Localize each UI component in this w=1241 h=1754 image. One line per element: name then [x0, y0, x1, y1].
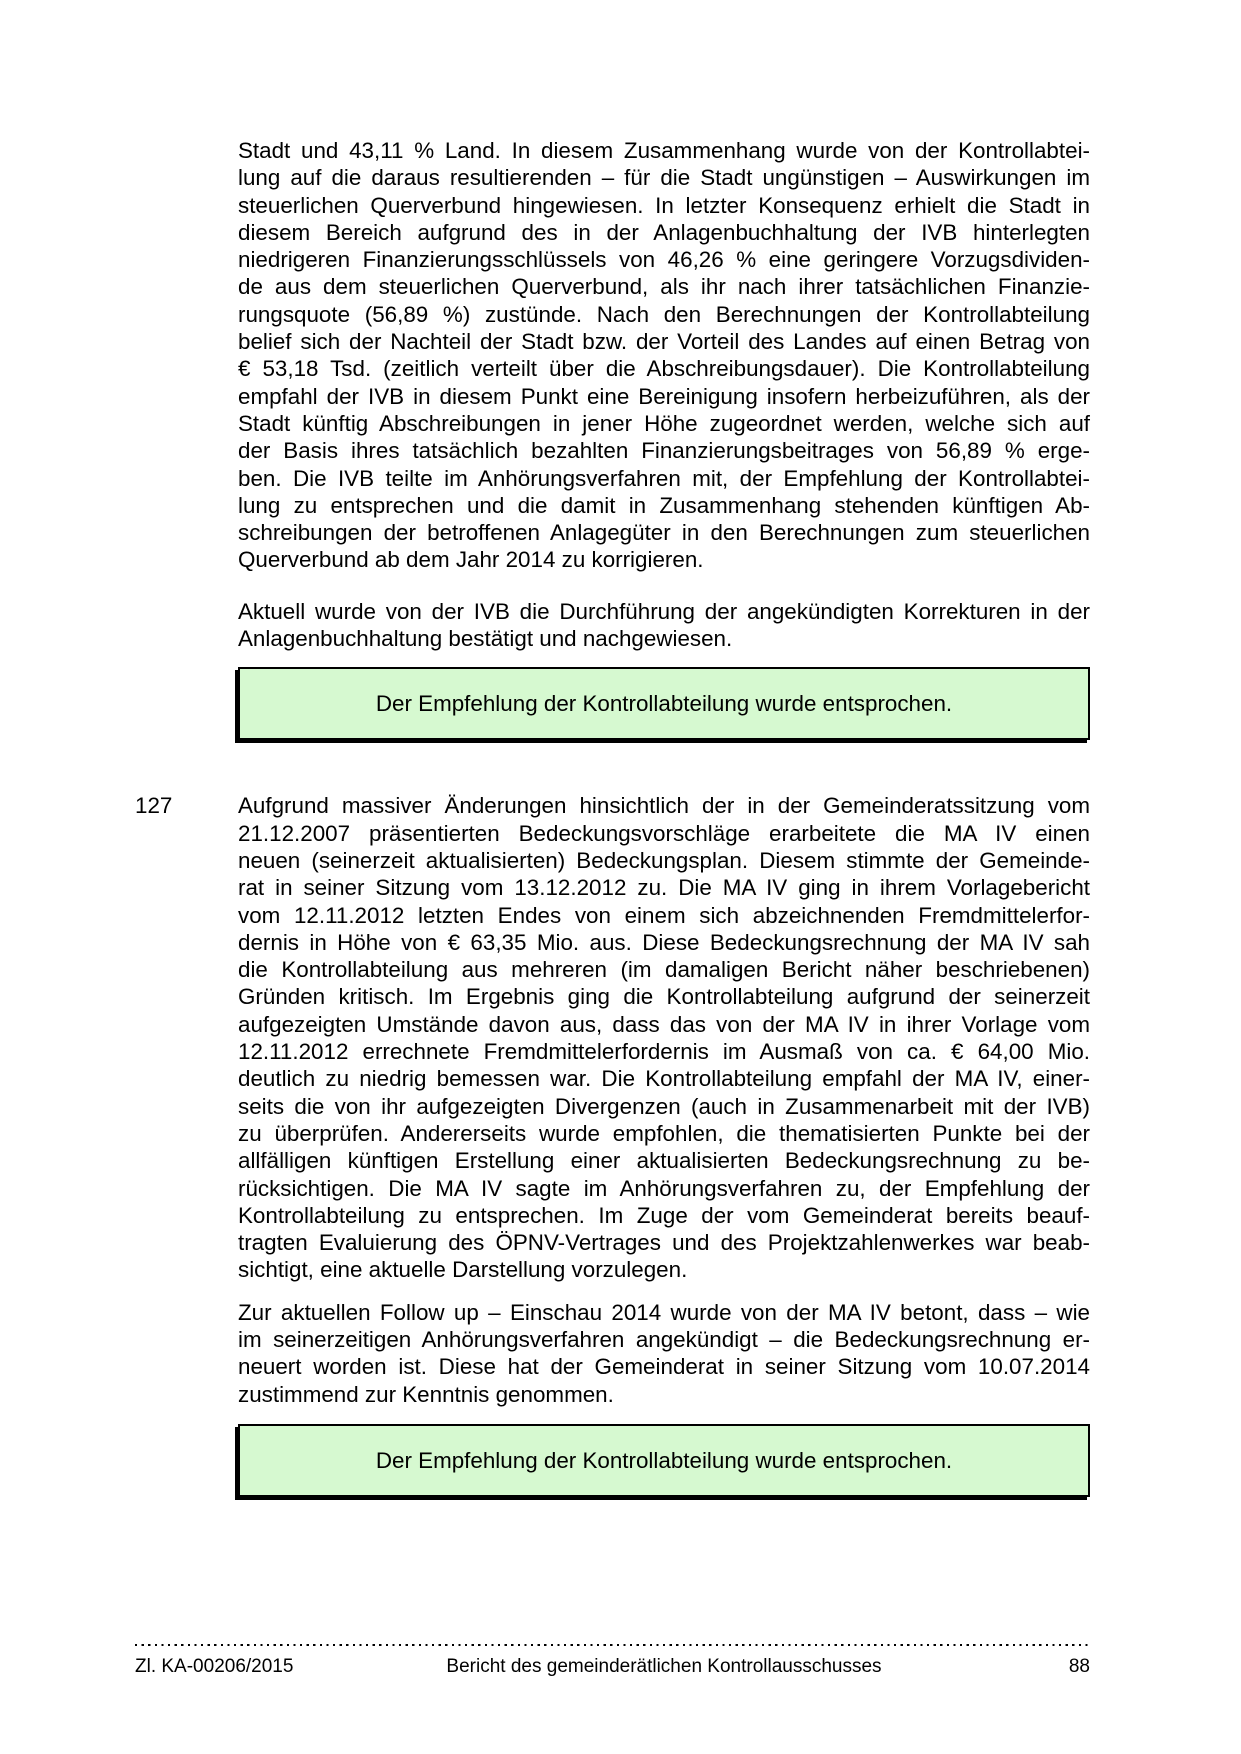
paragraph-number: 127	[135, 793, 173, 819]
text-line: schreibungen der betroffenen Anlagegüter in den Berechnungen zum steuerlichen	[238, 520, 1090, 546]
text-line: Stadt und 43,11 % Land. In diesem Zusammenhang wurde von der Kontrollabtei-	[238, 138, 1090, 163]
text-line: Aktuell wurde von der IVB die Durchführung der angekündigten Korrekturen in der	[238, 598, 1090, 624]
body-paragraph	[238, 792, 1090, 1283]
text-line: rungsquote (56,89 %) zustünde. Nach den Berechnungen der Kontrollabteilung	[238, 301, 1090, 327]
text-line: € 53,18 Tsd. (zeitlich verteilt über die Abschreibungsdauer). Die Kontrollabteilung	[238, 356, 1090, 382]
text-line: lung zu entsprechen und die damit in Zusammenhang stehenden künftigen Ab-	[238, 492, 1090, 518]
text-line: Stadt künftig Abschreibungen in jener Höhe zugeordnet werden, welche sich auf	[238, 410, 1090, 436]
text-line: Aufgrund massiver Änderungen hinsichtlich der in der Gemeinderatssitzung vom	[238, 793, 1090, 819]
text-line: Kontrollabteilung zu entsprechen. Im Zuge der vom Gemeinderat bereits beauf-	[238, 1202, 1090, 1228]
text-line: neuen (seinerzeit aktualisierten) Bedeckungsplan. Diesem stimmte der Gemeinde-	[238, 847, 1090, 873]
recommendation-box	[238, 1424, 1090, 1497]
text-line: diesem Bereich aufgrund des in der Anlagenbuchhaltung der IVB hinterlegten	[238, 219, 1090, 245]
text-line: 21.12.2007 präsentierten Bedeckungsvorschläge erarbeitete die MA IV einen	[238, 820, 1090, 846]
text-line: Querverbund ab dem Jahr 2014 zu korrigieren.	[238, 547, 704, 573]
text-line: tragten Evaluierung des ÖPNV-Vertrages und des Projektzahlenwerkes war beab-	[238, 1230, 1090, 1256]
page-body	[135, 137, 1090, 1497]
recommendation-text: Der Empfehlung der Kontrollabteilung wurde entsprochen.	[375, 1447, 953, 1473]
page-footer	[135, 1643, 1090, 1680]
numbered-item	[135, 792, 1090, 1283]
text-line: seits die von ihr aufgezeigten Divergenzen (auch in Zusammenarbeit mit der IVB)	[238, 1093, 1090, 1119]
text-line: belief sich der Nachteil der Stadt bzw. der Vorteil des Landes auf einen Betrag von	[238, 329, 1090, 355]
body-paragraph	[238, 598, 1090, 653]
text-line: neuert worden ist. Diese hat der Gemeinderat in seiner Sitzung vom 10.07.2014	[238, 1354, 1090, 1380]
text-line: dernis in Höhe von € 63,35 Mio. aus. Diese Bedeckungsrechnung der MA IV sah	[238, 929, 1090, 955]
footer-dotted-divider	[135, 1643, 1090, 1646]
text-line: steuerlichen Querverbund hingewiesen. In letzter Konsequenz erhielt die Stadt in	[238, 192, 1090, 218]
text-line: aufgezeigten Umstände davon aus, dass das von der MA IV in ihrer Vorlage vom	[238, 1011, 1090, 1037]
text-line: lung auf die daraus resultierenden – für die Stadt ungünstigen – Auswirkungen im	[238, 165, 1090, 191]
recommendation-box	[238, 667, 1090, 740]
footer-row	[135, 1656, 1090, 1680]
text-line: 12.11.2012 errechnete Fremdmittelerfordernis im Ausmaß von ca. € 64,00 Mio.	[238, 1039, 1090, 1065]
footer-document-title: Bericht des gemeinderätlichen Kontrollausschusses	[446, 1656, 882, 1677]
text-line: niedrigeren Finanzierungsschlüssels von 46,26 % eine geringere Vorzugsdividen-	[238, 247, 1090, 273]
text-line: zu überprüfen. Andererseits wurde empfohlen, die thematisierten Punkte bei der	[238, 1120, 1090, 1146]
text-line: im seinerzeitigen Anhörungsverfahren angekündigt – die Bedeckungsrechnung er-	[238, 1326, 1090, 1352]
text-line: Zur aktuellen Follow up – Einschau 2014 wurde von der MA IV betont, dass – wie	[238, 1299, 1090, 1325]
footer-page-number: 88	[1068, 1656, 1090, 1677]
text-line: Gründen kritisch. Im Ergebnis ging die Kontrollabteilung aufgrund der seinerzeit	[238, 984, 1090, 1010]
text-line: sichtigt, eine aktuelle Darstellung vorzulegen.	[238, 1257, 688, 1283]
text-line: allfälligen künftigen Erstellung einer aktualisierten Bedeckungsrechnung zu be-	[238, 1148, 1090, 1174]
text-line: de aus dem steuerlichen Querverbund, als ihr nach ihrer tatsächlichen Finanzie-	[238, 274, 1090, 300]
text-line: empfahl der IVB in diesem Punkt eine Bereinigung insofern herbeizuführen, als der	[238, 383, 1090, 409]
text-line: die Kontrollabteilung aus mehreren (im damaligen Bericht näher beschriebenen)	[238, 957, 1090, 983]
text-line: Anlagenbuchhaltung bestätigt und nachgewiesen.	[238, 626, 733, 652]
text-line: ben. Die IVB teilte im Anhörungsverfahren mit, der Empfehlung der Kontrollabtei-	[238, 465, 1090, 491]
body-paragraph	[238, 137, 1090, 574]
text-line: zustimmend zur Kenntnis genommen.	[238, 1381, 614, 1407]
text-line: deutlich zu niedrig bemessen war. Die Kontrollabteilung empfahl der MA IV, einer-	[238, 1066, 1090, 1092]
text-line: rücksichtigen. Die MA IV sagte im Anhörungsverfahren zu, der Empfehlung der	[238, 1175, 1090, 1201]
recommendation-text: Der Empfehlung der Kontrollabteilung wurde entsprochen.	[375, 691, 953, 717]
body-paragraph	[238, 1299, 1090, 1408]
text-line: der Basis ihres tatsächlich bezahlten Finanzierungsbeitrages von 56,89 % erge-	[238, 438, 1090, 464]
text-line: vom 12.11.2012 letzten Endes von einem sich abzeichnenden Fremdmittelerfor-	[238, 902, 1090, 928]
text-line: rat in seiner Sitzung vom 13.12.2012 zu. Die MA IV ging in ihrem Vorlagebericht	[238, 875, 1090, 901]
footer-reference: Zl. KA-00206/2015	[135, 1656, 294, 1677]
